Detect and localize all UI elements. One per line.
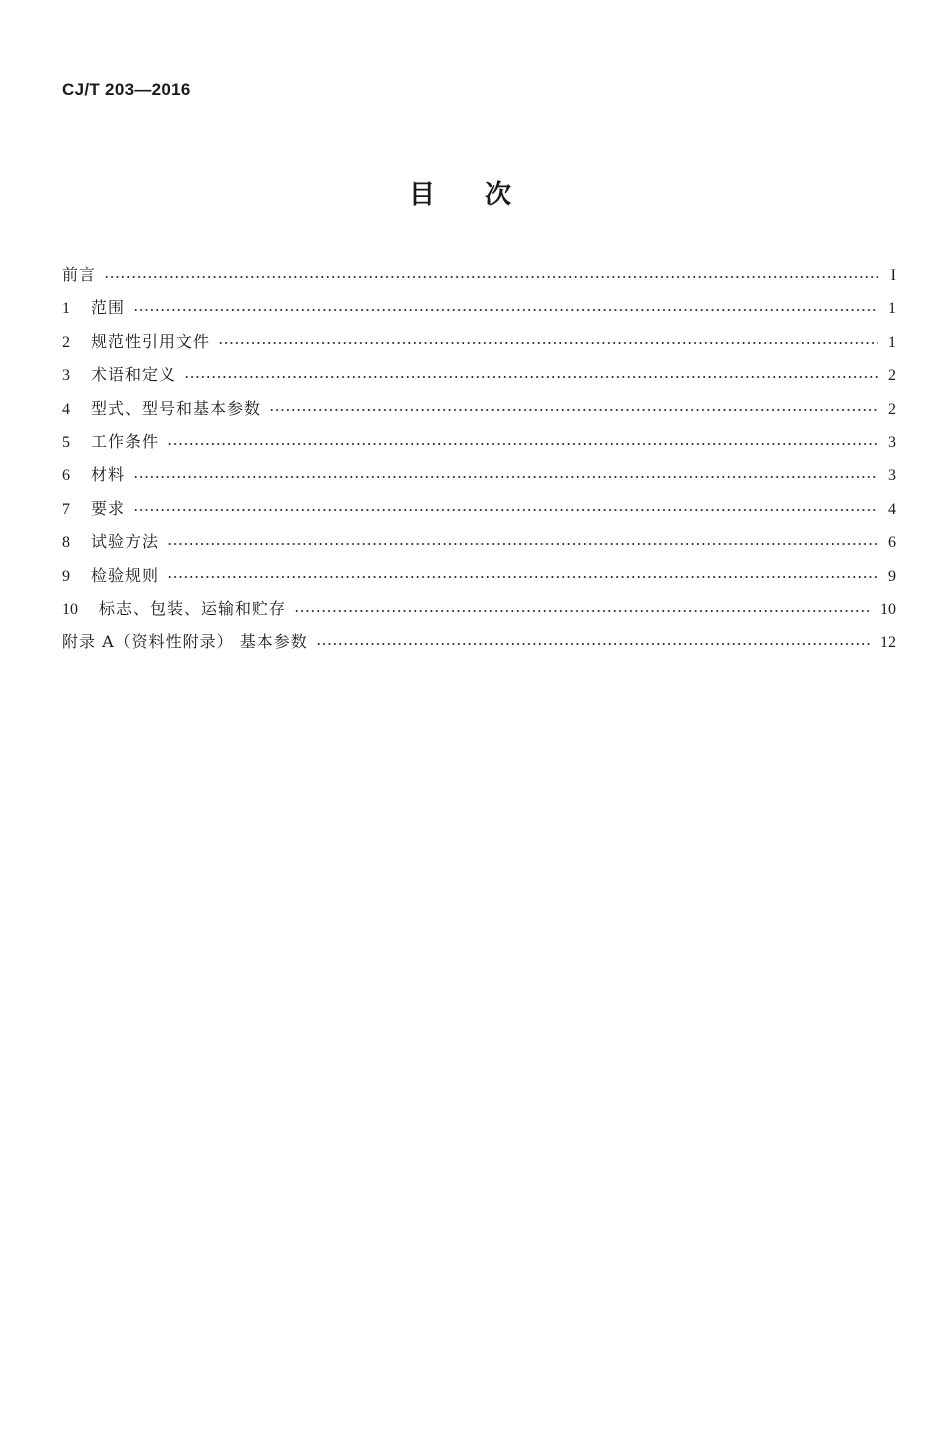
toc-entry-label: 试验方法 bbox=[91, 532, 160, 552]
toc-leader-dots bbox=[133, 509, 878, 511]
toc-entry-label: 型式、型号和基本参数 bbox=[91, 398, 262, 418]
toc-entry-5[interactable] bbox=[62, 425, 896, 458]
toc-entry-number: 7 bbox=[62, 500, 70, 518]
toc-entry-label: 附录 A（资料性附录） 基本参数 bbox=[62, 632, 308, 652]
toc-entry-label: 工作条件 bbox=[91, 431, 160, 451]
toc-entry-page: 4 bbox=[888, 500, 896, 518]
toc-entry-number: 10 bbox=[62, 600, 78, 618]
toc-title: 目次 bbox=[408, 180, 561, 210]
toc-entry-3[interactable] bbox=[62, 358, 896, 391]
toc-leader-dots bbox=[167, 576, 878, 578]
toc-entry-label: 规范性引用文件 bbox=[91, 331, 211, 351]
table-of-contents bbox=[62, 258, 896, 659]
toc-entry-9[interactable] bbox=[62, 559, 896, 592]
toc-entry-page: 9 bbox=[888, 567, 896, 585]
toc-leader-dots bbox=[167, 443, 878, 445]
toc-entry-foreword[interactable] bbox=[62, 258, 896, 291]
toc-entry-number: 2 bbox=[62, 333, 70, 351]
toc-entry-number: 1 bbox=[62, 300, 70, 318]
toc-entry-10[interactable] bbox=[62, 592, 896, 625]
toc-entry-page: 1 bbox=[888, 300, 896, 318]
toc-entry-number: 4 bbox=[62, 400, 70, 418]
toc-leader-dots bbox=[218, 342, 878, 344]
toc-entry-8[interactable] bbox=[62, 525, 896, 558]
toc-entry-page: 3 bbox=[888, 467, 896, 485]
toc-entry-number: 9 bbox=[62, 567, 70, 585]
toc-entry-page: 12 bbox=[880, 634, 896, 652]
toc-leader-dots bbox=[184, 376, 878, 378]
toc-entry-label: 材料 bbox=[91, 465, 126, 485]
document-code: CJ/T 203—2016 bbox=[62, 80, 191, 99]
toc-entry-page: 2 bbox=[888, 400, 896, 418]
toc-entry-page: 1 bbox=[888, 333, 896, 351]
toc-leader-dots bbox=[104, 276, 878, 278]
toc-entry-label: 前言 bbox=[62, 265, 97, 284]
toc-leader-dots bbox=[316, 643, 872, 645]
toc-leader-dots bbox=[269, 409, 878, 411]
toc-entry-label: 要求 bbox=[91, 498, 126, 518]
toc-entry-number: 6 bbox=[62, 467, 70, 485]
toc-entry-page: 10 bbox=[880, 600, 896, 618]
toc-entry-number: 5 bbox=[62, 433, 70, 451]
toc-entry-page: 2 bbox=[888, 367, 896, 385]
toc-leader-dots bbox=[133, 476, 878, 478]
toc-entry-number: 8 bbox=[62, 534, 70, 552]
toc-entry-page: 3 bbox=[888, 433, 896, 451]
toc-leader-dots bbox=[133, 309, 878, 311]
toc-entry-1[interactable] bbox=[62, 291, 896, 324]
toc-leader-dots bbox=[167, 543, 878, 545]
toc-entry-label: 范围 bbox=[91, 298, 126, 318]
toc-leader-dots bbox=[294, 610, 872, 612]
toc-entry-number: 3 bbox=[62, 367, 70, 385]
toc-entry-label: 检验规则 bbox=[91, 565, 160, 585]
toc-entry-6[interactable] bbox=[62, 458, 896, 491]
toc-entry-page: 6 bbox=[888, 534, 896, 552]
toc-entry-4[interactable] bbox=[62, 392, 896, 425]
toc-entry-2[interactable] bbox=[62, 325, 896, 358]
toc-entry-label: 术语和定义 bbox=[91, 365, 177, 385]
toc-entry-7[interactable] bbox=[62, 492, 896, 525]
toc-entry-appendix-a[interactable] bbox=[62, 625, 896, 658]
toc-entry-label: 标志、包装、运输和贮存 bbox=[99, 598, 287, 618]
toc-entry-page: I bbox=[890, 267, 896, 284]
